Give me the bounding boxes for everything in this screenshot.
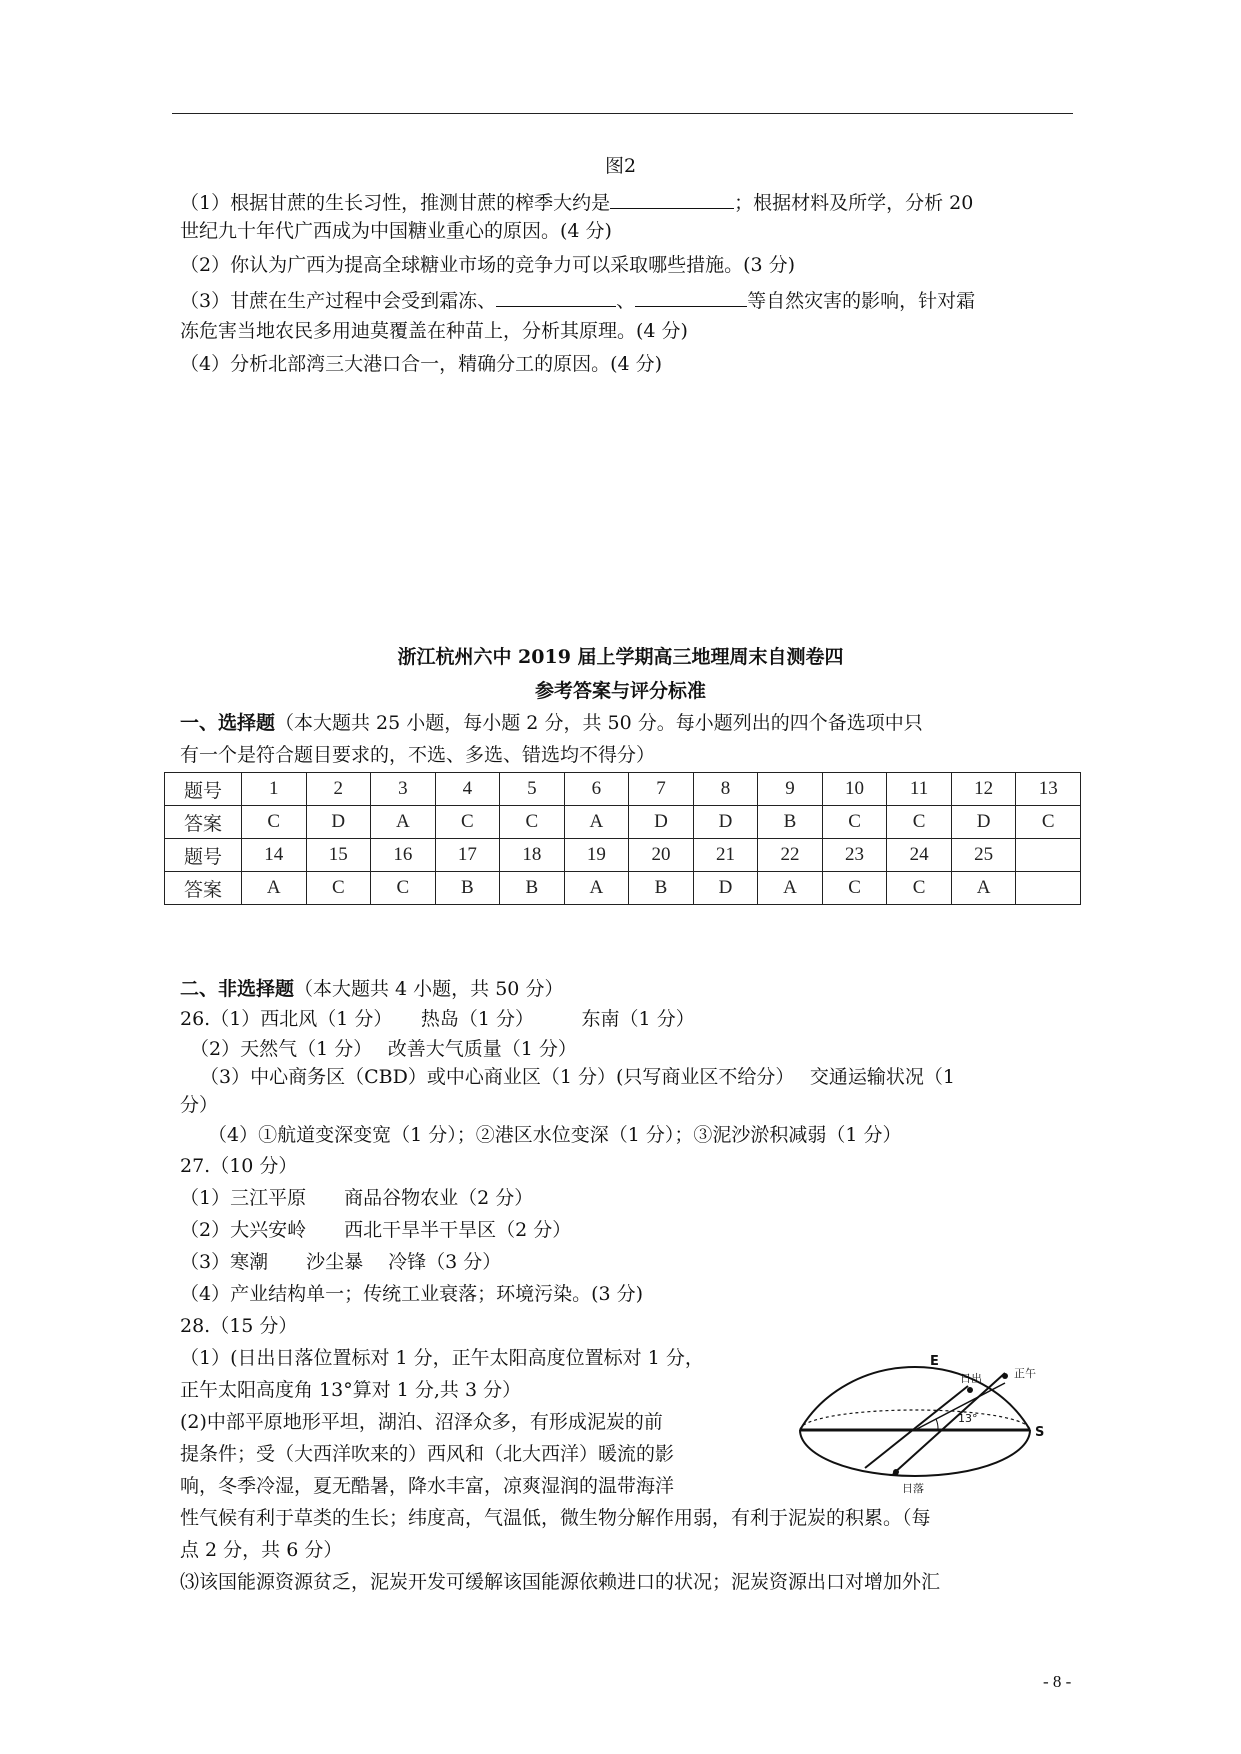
table-cell: 10 bbox=[822, 773, 887, 806]
table-cell: 21 bbox=[693, 839, 758, 872]
table-cell bbox=[1016, 839, 1081, 872]
section2-heading: 二、非选择题 bbox=[180, 978, 295, 1000]
q3-text-c: 等自然灾害的影响，针对霜 bbox=[747, 290, 976, 312]
question-line-5: 冻危害当地农民多用迪莫覆盖在种苗上，分析其原理。(4 分) bbox=[180, 320, 688, 342]
label-noon: 正午 bbox=[1014, 1367, 1036, 1380]
table-cell: 14 bbox=[242, 839, 307, 872]
row-label: 题号 bbox=[165, 773, 242, 806]
section1-heading: 一、选择题 bbox=[180, 712, 276, 734]
row-label: 答案 bbox=[165, 806, 242, 839]
section2-desc: （本大题共 4 小题，共 50 分） bbox=[294, 978, 564, 1000]
label-sunrise: 日出 bbox=[960, 1372, 982, 1385]
answer-line: 分） bbox=[180, 1094, 219, 1116]
table-cell: C bbox=[887, 872, 952, 905]
question-line-6: （4）分析北部湾三大港口合一，精确分工的原因。(4 分) bbox=[180, 353, 663, 375]
answer-line: 28.（15 分） bbox=[180, 1315, 298, 1337]
answer-line: （4）①航道变深变宽（1 分）；②港区水位变深（1 分）；③泥沙淤积减弱（1 分） bbox=[208, 1124, 902, 1146]
answer-line: 响，冬季冷湿，夏无酷暑，降水丰富，凉爽湿润的温带海洋 bbox=[180, 1475, 675, 1497]
answer-line: 正午太阳高度角 13°算对 1 分,共 3 分） bbox=[180, 1379, 522, 1401]
table-cell: 2 bbox=[306, 773, 371, 806]
header-rule bbox=[172, 113, 1073, 114]
table-cell: D bbox=[629, 806, 694, 839]
answer-line: 27.（10 分） bbox=[180, 1155, 298, 1177]
answer-subtitle: 参考答案与评分标准 bbox=[534, 680, 706, 702]
table-cell: A bbox=[564, 806, 629, 839]
q3-text-b: 、 bbox=[616, 290, 636, 312]
figure-caption: 图2 bbox=[604, 155, 637, 177]
table-cell: 12 bbox=[951, 773, 1016, 806]
answer-table bbox=[164, 772, 1081, 905]
table-cell: C bbox=[242, 806, 307, 839]
table-row bbox=[165, 773, 1081, 806]
table-cell: 18 bbox=[500, 839, 565, 872]
answer-line: （1）三江平原 商品谷物农业（2 分） bbox=[180, 1187, 534, 1209]
table-row bbox=[165, 839, 1081, 872]
table-cell: C bbox=[500, 806, 565, 839]
table-cell: 16 bbox=[371, 839, 436, 872]
table-cell: B bbox=[435, 872, 500, 905]
table-cell: 1 bbox=[242, 773, 307, 806]
page-number: - 8 - bbox=[1043, 1672, 1072, 1691]
table-cell: C bbox=[822, 806, 887, 839]
noon-sun-icon bbox=[1002, 1373, 1008, 1379]
row-label: 答案 bbox=[165, 872, 242, 905]
answer-line: （3）寒潮 沙尘暴 冷锋（3 分） bbox=[180, 1251, 502, 1273]
table-cell: A bbox=[371, 806, 436, 839]
q1-text-a: （1）根据甘蔗的生长习性，推测甘蔗的榨季大约是 bbox=[180, 192, 611, 214]
label-s: S bbox=[1035, 1425, 1045, 1440]
table-cell: 19 bbox=[564, 839, 629, 872]
question-line-1 bbox=[180, 192, 973, 213]
answer-title: 浙江杭州六中 2019 届上学期高三地理周末自测卷四 bbox=[397, 646, 844, 668]
answer-line: 点 2 分，共 6 分） bbox=[180, 1539, 343, 1561]
answer-blank bbox=[496, 290, 616, 307]
section2-line bbox=[180, 980, 563, 999]
label-angle: 13° bbox=[958, 1412, 978, 1425]
table-cell: D bbox=[951, 806, 1016, 839]
table-cell: B bbox=[629, 872, 694, 905]
table-cell: 17 bbox=[435, 839, 500, 872]
table-cell: D bbox=[693, 872, 758, 905]
sunrise-sun-icon bbox=[967, 1387, 973, 1393]
section1-line-2: 有一个是符合题目要求的，不选、多选、错选均不得分） bbox=[180, 744, 656, 766]
row-label: 题号 bbox=[165, 839, 242, 872]
section1-line-1 bbox=[180, 714, 923, 733]
section1-desc: （本大题共 25 小题，每小题 2 分，共 50 分。每小题列出的四个备选项中只 bbox=[275, 712, 923, 734]
sun-path-line-b bbox=[893, 1373, 1005, 1474]
question-line-3: （2）你认为广西为提高全球糖业市场的竞争力可以采取哪些措施。(3 分) bbox=[180, 254, 796, 276]
table-cell: D bbox=[306, 806, 371, 839]
answer-line: （1）(日出日落位置标对 1 分，正午太阳高度位置标对 1 分， bbox=[180, 1347, 704, 1369]
sunset-sun-icon bbox=[893, 1469, 899, 1475]
angle-arc bbox=[936, 1419, 938, 1430]
question-line-2: 世纪九十年代广西成为中国糖业重心的原因。(4 分) bbox=[180, 220, 612, 242]
label-e: E bbox=[930, 1354, 939, 1369]
table-cell: A bbox=[564, 872, 629, 905]
sun-path-diagram bbox=[790, 1310, 1070, 1500]
answer-line: (2)中部平原地形平坦，湖泊、沼泽众多，有形成泥炭的前 bbox=[180, 1411, 663, 1433]
table-cell: 11 bbox=[887, 773, 952, 806]
answer-line: （2）天然气（1 分） 改善大气质量（1 分） bbox=[190, 1038, 577, 1060]
table-cell: 25 bbox=[951, 839, 1016, 872]
label-sunset: 日落 bbox=[902, 1482, 924, 1495]
table-cell: A bbox=[951, 872, 1016, 905]
table-cell: B bbox=[500, 872, 565, 905]
table-row bbox=[165, 806, 1081, 839]
table-cell: 15 bbox=[306, 839, 371, 872]
table-cell: 7 bbox=[629, 773, 694, 806]
answer-line: 性气候有利于草类的生长；纬度高，气温低，微生物分解作用弱，有利于泥炭的积累。（每 bbox=[180, 1507, 931, 1529]
table-cell: 6 bbox=[564, 773, 629, 806]
table-cell: C bbox=[822, 872, 887, 905]
answer-line: （2）大兴安岭 西北干旱半干旱区（2 分） bbox=[180, 1219, 572, 1241]
answer-line: （3）中心商务区（CBD）或中心商业区（1 分）(只写商业区不给分） 交通运输状况（1 bbox=[200, 1066, 955, 1088]
table-cell: C bbox=[371, 872, 436, 905]
table-cell: 24 bbox=[887, 839, 952, 872]
table-cell: 9 bbox=[758, 773, 823, 806]
table-cell: 22 bbox=[758, 839, 823, 872]
table-cell: 5 bbox=[500, 773, 565, 806]
table-cell: 23 bbox=[822, 839, 887, 872]
table-row bbox=[165, 872, 1081, 905]
table-cell: 8 bbox=[693, 773, 758, 806]
table-cell bbox=[1016, 872, 1081, 905]
table-cell: 13 bbox=[1016, 773, 1081, 806]
answer-line: 提条件；受（大西洋吹来的）西风和（北大西洋）暖流的影 bbox=[180, 1443, 675, 1465]
table-cell: 3 bbox=[371, 773, 436, 806]
table-cell: C bbox=[306, 872, 371, 905]
table-cell: C bbox=[435, 806, 500, 839]
table-cell: A bbox=[758, 872, 823, 905]
table-cell: D bbox=[693, 806, 758, 839]
table-cell: C bbox=[887, 806, 952, 839]
answer-line: ⑶该国能源资源贫乏，泥炭开发可缓解该国能源依赖进口的状况；泥炭资源出口对增加外汇 bbox=[180, 1571, 941, 1593]
table-cell: 4 bbox=[435, 773, 500, 806]
answer-blank bbox=[635, 290, 747, 307]
table-cell: A bbox=[242, 872, 307, 905]
answer-line: （4）产业结构单一；传统工业衰落；环境污染。(3 分) bbox=[180, 1283, 644, 1305]
sun-path-line-a bbox=[865, 1386, 968, 1468]
answer-blank bbox=[610, 192, 734, 209]
question-line-4 bbox=[180, 290, 975, 311]
q1-text-b: ；根据材料及所学，分析 20 bbox=[734, 192, 974, 214]
answer-line: 26.（1）西北风（1 分） 热岛（1 分） 东南（1 分） bbox=[180, 1008, 695, 1030]
table-cell: C bbox=[1016, 806, 1081, 839]
table-cell: B bbox=[758, 806, 823, 839]
celestial-dome-arc bbox=[800, 1367, 1030, 1430]
table-cell: 20 bbox=[629, 839, 694, 872]
q3-text-a: （3）甘蔗在生产过程中会受到霜冻、 bbox=[180, 290, 497, 312]
